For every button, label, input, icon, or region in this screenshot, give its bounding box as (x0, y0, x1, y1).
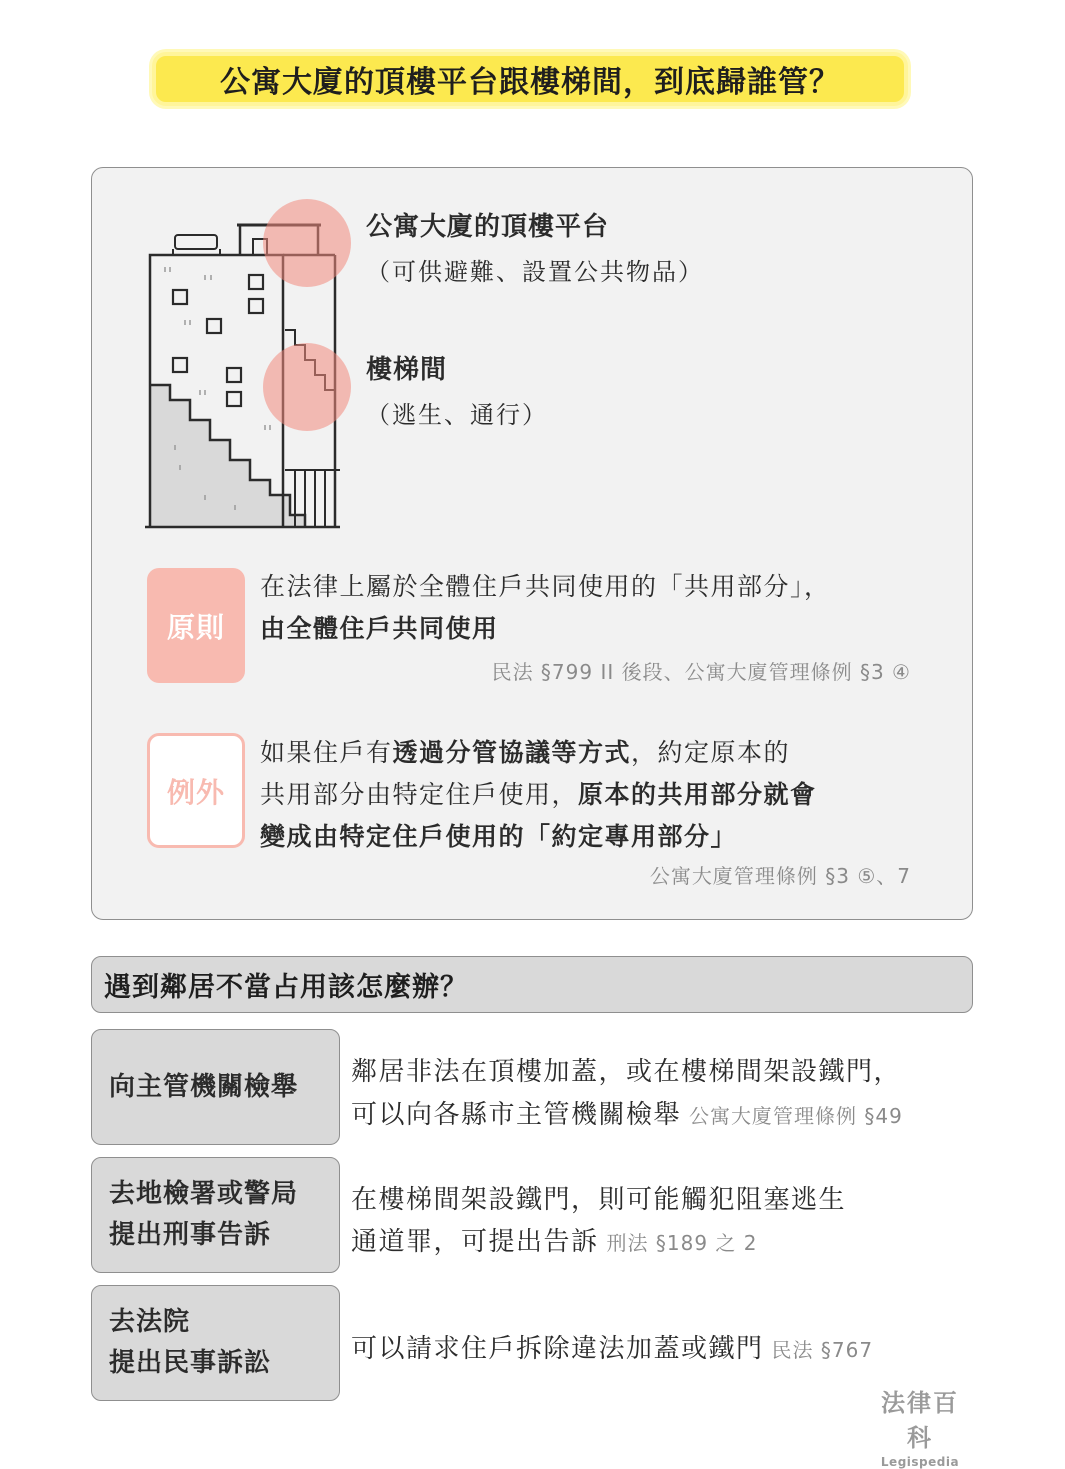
stairwell-subtitle: （逃生、通行） (366, 401, 548, 429)
action-result-line (351, 1221, 758, 1258)
action-label: 去法院 (109, 1307, 191, 1337)
title-banner (152, 52, 908, 106)
action-box-civil (91, 1285, 340, 1401)
exception-line-3: 變成由特定住戶使用的「約定專用部分」 (260, 822, 738, 851)
exception-line-1-bold: 透過分管協議等方式 (392, 738, 632, 767)
principle-citation: 民法 §799 II 後段、公寓大廈管理條例 §3 ④ (491, 660, 911, 684)
exception-line-1 (260, 733, 790, 769)
section-header (91, 956, 973, 1013)
stairwell-highlight (263, 343, 351, 431)
page-title: 公寓大廈的頂樓平台跟樓梯間，到底歸誰管？ (220, 65, 840, 100)
exception-line-2-a: 共用部分由特定住戶使用， (260, 780, 579, 809)
brand-subtitle: Legispedia (880, 1455, 960, 1469)
action-result-text: 可以請求住戶拆除違法加蓋或鐵門 (351, 1334, 764, 1364)
action-label: 去地檢署或警局 (109, 1179, 299, 1209)
action-result-line (351, 1094, 903, 1131)
action-result-text: 可以向各縣市主管機關檢舉 (351, 1100, 682, 1130)
action-result-line: 在樓梯間架設鐵門，則可能觸犯阻塞逃生 (351, 1185, 847, 1215)
action-label: 提出刑事告訴 (109, 1220, 272, 1250)
action-result-line: 鄰居非法在頂樓加蓋，或在樓梯間架設鐵門， (351, 1057, 902, 1087)
building-illustration (145, 195, 355, 535)
stairwell-title: 樓梯間 (366, 355, 448, 385)
windows (173, 275, 263, 406)
action-label: 提出民事訴訟 (109, 1348, 272, 1378)
principle-tag: 原則 (147, 568, 245, 683)
exception-line-1-a: 如果住戶有 (260, 738, 393, 767)
rooftop-title: 公寓大廈的頂樓平台 (366, 212, 610, 242)
exception-line-1-c: ，約定原本的 (631, 738, 791, 767)
action-result-line (351, 1328, 873, 1365)
rooftop-subtitle: （可供避難、設置公共物品） (366, 258, 704, 286)
action-box-criminal (91, 1157, 340, 1273)
exception-line-2 (260, 775, 817, 811)
exception-tag: 例外 (147, 733, 245, 848)
principle-line-2: 由全體住戶共同使用 (260, 614, 499, 643)
action-result-text: 通道罪，可提出告訴 (351, 1227, 599, 1257)
principle-line-1: 在法律上屬於全體住戶共同使用的「共用部分」， (260, 572, 831, 601)
rooftop-highlight (263, 199, 351, 287)
exception-line-2-bold: 原本的共用部分就會 (578, 780, 817, 809)
brand-name: 法律百科 (881, 1389, 959, 1452)
section-header-text: 遇到鄰居不當占用該怎麼辦？ (104, 972, 468, 1003)
exception-citation: 公寓大廈管理條例 §3 ⑤、7 (649, 864, 911, 888)
brand-logo (870, 1383, 970, 1469)
action-citation: 刑法 §189 之 2 (606, 1231, 758, 1255)
action-citation: 民法 §767 (771, 1338, 874, 1362)
action-box-report (91, 1029, 340, 1145)
action-citation: 公寓大廈管理條例 §49 (689, 1104, 903, 1128)
water-tank (175, 235, 217, 249)
action-label: 向主管機關檢舉 (109, 1071, 299, 1102)
